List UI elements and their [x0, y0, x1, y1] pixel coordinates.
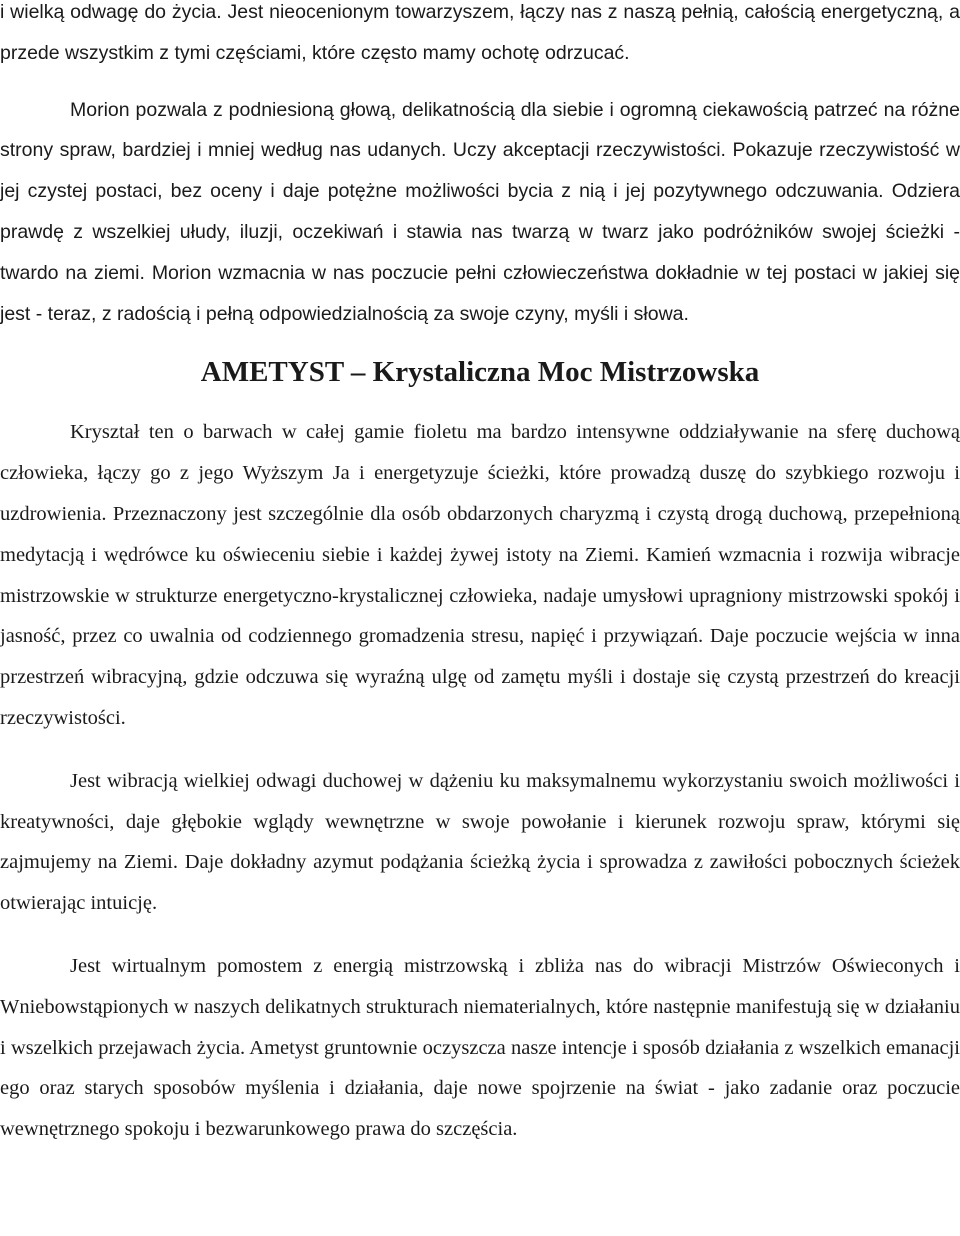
- paragraph-text: Jest wibracją wielkiej odwagi duchowej w dążeniu ku maksymalnemu wykorzystaniu swoich możliwości i kreatywności, daje głębokie wglądy wewnętrzne w swoje powołanie i kierunek rozwoju spraw, którymi się zajmujemy na Ziemi. Daje dokładny azymut podążania ścieżką życia i sprowadza z zawiłości pobocznych ścieżek otwierając intuicję.: [0, 769, 960, 915]
- paragraph-text: i wielką odwagę do życia. Jest nieocenionym towarzyszem, łączy nas z naszą pełnią, całością energetyczną, a przede wszystkim z tymi częściami, które często mamy ochotę odrzucać.: [0, 1, 960, 64]
- paragraph-ametyst-description: [0, 412, 960, 738]
- paragraph-morion: [0, 90, 960, 335]
- section-heading-ametyst: AMETYST – Krystaliczna Moc Mistrzowska: [200, 356, 760, 389]
- paragraph-text: Kryształ ten o barwach w całej gamie fioletu ma bardzo intensywne oddziaływanie na sferę duchową człowieka, łączy go z jego Wyższym Ja i energetyzuje ścieżki, które prowadzą duszę do szybkiego rozwoju i uzdrowienia. Przeznaczony jest szczególnie dla osób obdarzonych charyzmą i czystą drogą duchową, przepełnioną medytacją i wędrówce ku oświeceniu siebie i każdej żywej istoty na Ziemi. Kamień wzmacnia i rozwija wibracje mistrzowskie w strukturze energetyczno-krystalicznej człowieka, nadaje umysłowi upragniony mistrzowski spokój i jasność, przez co uwalnia od codziennego gromadzenia stresu, napięć i przywiązań. Daje poczucie wejścia w inna przestrzeń wibracyjną, gdzie odczuwa się wyraźną ulgę od zamętu myśli i dostaje się czystą przestrzeń do kreacji rzeczywistości.: [0, 421, 960, 729]
- paragraph-morion-intro: [0, 0, 960, 74]
- paragraph-ametyst-courage: [0, 761, 960, 924]
- paragraph-text: Jest wirtualnym pomostem z energią mistrzowską i zbliża nas do wibracji Mistrzów Oświeconych i Wniebowstąpionych w naszych delikatnych strukturach niematerialnych, które następnie manifestują się w działaniu i wszelkich przejawach życia. Ametyst gruntownie oczyszcza nasze intencje i sposób działania z wszelkich emanacji ego oraz starych sposobów myślenia i działania, daje nowe spojrzenie na świat - jako zadanie oraz poczucie wewnętrznego spokoju i bezwarunkowego prawa do szczęścia.: [0, 954, 960, 1141]
- paragraph-text: Morion pozwala z podniesioną głową, delikatnością dla siebie i ogromną ciekawością patrzeć na różne strony spraw, bardziej i mniej według nas udanych. Uczy akceptacji rzeczywistości. Pokazuje rzeczywistość w jej czystej postaci, bez oceny i daje potężne możliwości bycia z nią i jej pozytywnego odczuwania. Odziera prawdę z wszelkiej ułudy, iluzji, oczekiwań i stawia nas twarzą w twarz jako podróżników swojej ścieżki - twardo na ziemi. Morion wzmacnia w nas poczucie pełni człowieczeństwa dokładnie w tej postaci w jakiej się jest - teraz, z radością i pełną odpowiedzialnością za swoje czyny, myśli i słowa.: [0, 98, 960, 325]
- paragraph-ametyst-bridge: [0, 946, 960, 1150]
